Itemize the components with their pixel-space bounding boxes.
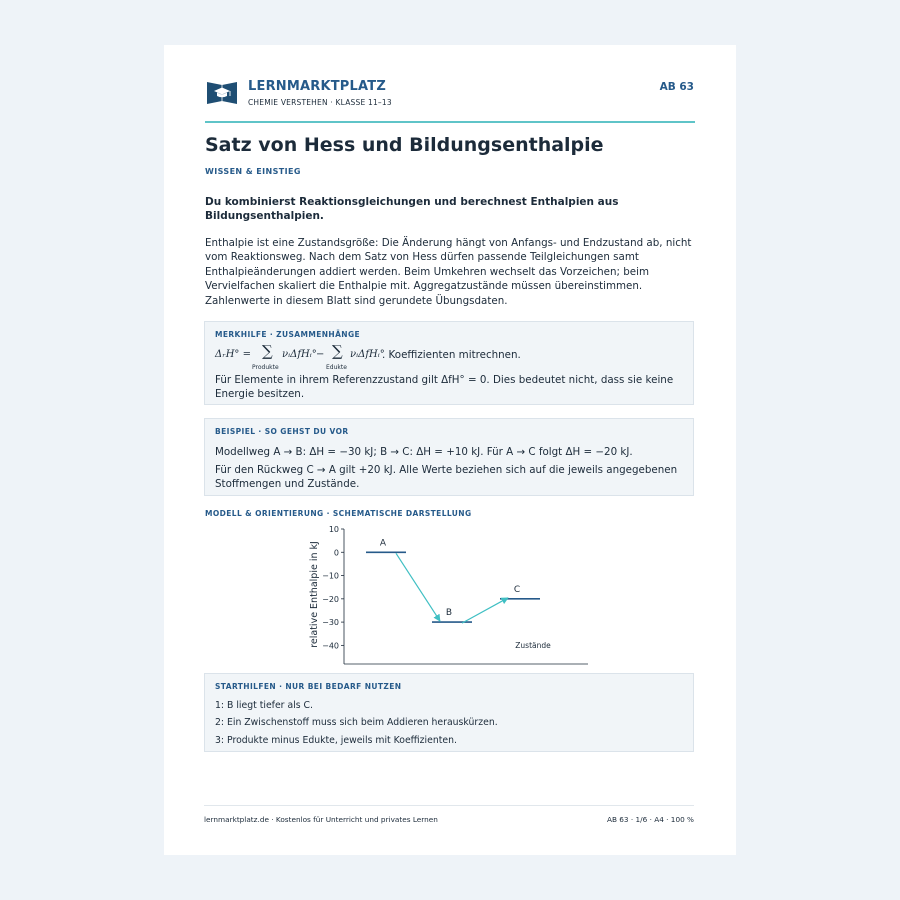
formula [215, 344, 685, 374]
model-label: MODELL & ORIENTIERUNG · SCHEMATISCHE DARSTELLUNG [205, 509, 472, 518]
beispiel-line-2: Für den Rückweg C → A gilt +20 kJ. Alle Werte beziehen sich auf die jeweils angegebenen Stoffmengen und Zustände. [215, 464, 678, 491]
merkhilfe-title: MERKHILFE · ZUSAMMENHÄNGE [215, 330, 361, 339]
formula-lhs: ΔᵣH° = [215, 349, 251, 360]
formula-term-products: νᵢΔfHᵢ° [282, 349, 317, 360]
energy-level-label: A [379, 538, 387, 549]
footer-left: lernmarktplatz.de · Kostenlos für Unterricht und privates Lernen [204, 815, 438, 824]
sheet-id: AB 63 [659, 81, 694, 93]
transition-arrow [462, 598, 508, 623]
energy-level-label: C [513, 584, 521, 595]
book-cap-logo-icon [206, 80, 238, 106]
energy-level-label: B [445, 608, 453, 619]
hint-item: 2: Ein Zwischenstoff muss sich beim Addieren herauskürzen. [215, 717, 498, 728]
formula-sub-products: Produkte [252, 364, 279, 371]
hint-item: 1: B liegt tiefer als C. [215, 700, 313, 711]
chart-y-tick-label: 10 [328, 525, 339, 534]
chart-y-tick-label: −30 [322, 618, 339, 628]
beispiel-line-1: Modellweg A → B: ΔH = −30 kJ; B → C: ΔH = +10 kJ. Für A → C folgt ΔH = −20 kJ. [215, 446, 633, 458]
beispiel-box [204, 418, 694, 496]
merkhilfe-text: Für Elemente in ihrem Referenzzustand gilt ΔfH° = 0. Dies bedeutet nicht, dass sie keine Energie besitzen. [215, 374, 674, 401]
merkhilfe-box [204, 321, 694, 405]
formula-minus: − [316, 349, 325, 360]
starthilfen-box [204, 673, 694, 752]
beispiel-title: BEISPIEL · SO GEHST DU VOR [215, 427, 349, 436]
starthilfen-title: STARTHILFEN · NUR BEI BEDARF NUTZEN [215, 682, 402, 691]
footer-right: AB 63 · 1/6 · A4 · 100 % [606, 815, 694, 824]
formula-suffix: . Koeffizienten mitrechnen. [382, 349, 521, 361]
body-text: Enthalpie ist eine Zustandsgröße: Die Änderung hängt von Anfangs- und Endzustand ab, nicht vom Reaktionsweg. Nach dem Satz von Hess dürfen passende Teilgleichungen samt Enthalpieänderungen addiert werden. Beim Umkehren wechselt das Vorzeichen; beim Vervielfachen skaliert die Enthalpie mit. Aggregatzustände müssen übereinstimmen. Zahlenwerte in diesem Blatt sind gerundete Übungsdaten. [205, 237, 692, 307]
enthalpy-chart [304, 523, 604, 668]
sum-icon: ∑ [332, 342, 343, 360]
worksheet-page [164, 45, 736, 855]
chart-xlabel: Zustände [515, 641, 551, 650]
chart-ylabel: relative Enthalpie in kJ [309, 541, 320, 648]
formula-sub-educts: Edukte [326, 364, 347, 371]
hint-item: 3: Produkte minus Edukte, jeweils mit Koeffizienten. [215, 735, 457, 746]
footer-divider [204, 805, 694, 806]
page-title: Satz von Hess und Bildungsenthalpie [205, 134, 604, 156]
brand-name: LERNMARKTPLATZ [248, 79, 386, 94]
transition-arrow [396, 553, 440, 621]
chart-y-tick-label: −10 [322, 571, 339, 581]
chart-y-tick-label: −40 [322, 641, 339, 651]
chart-y-tick-label: 0 [333, 548, 339, 558]
brand-subtitle: CHEMIE VERSTEHEN · KLASSE 11–13 [248, 98, 392, 107]
header-divider [205, 121, 695, 123]
sum-icon: ∑ [262, 342, 273, 360]
chart-y-tick-label: −20 [322, 594, 339, 604]
lead-text: Du kombinierst Reaktionsgleichungen und berechnest Enthalpien aus Bildungsenthalpien. [205, 196, 619, 222]
section-label: WISSEN & EINSTIEG [205, 167, 301, 176]
formula-term-educts: νᵢΔfHᵢ° [350, 349, 385, 360]
